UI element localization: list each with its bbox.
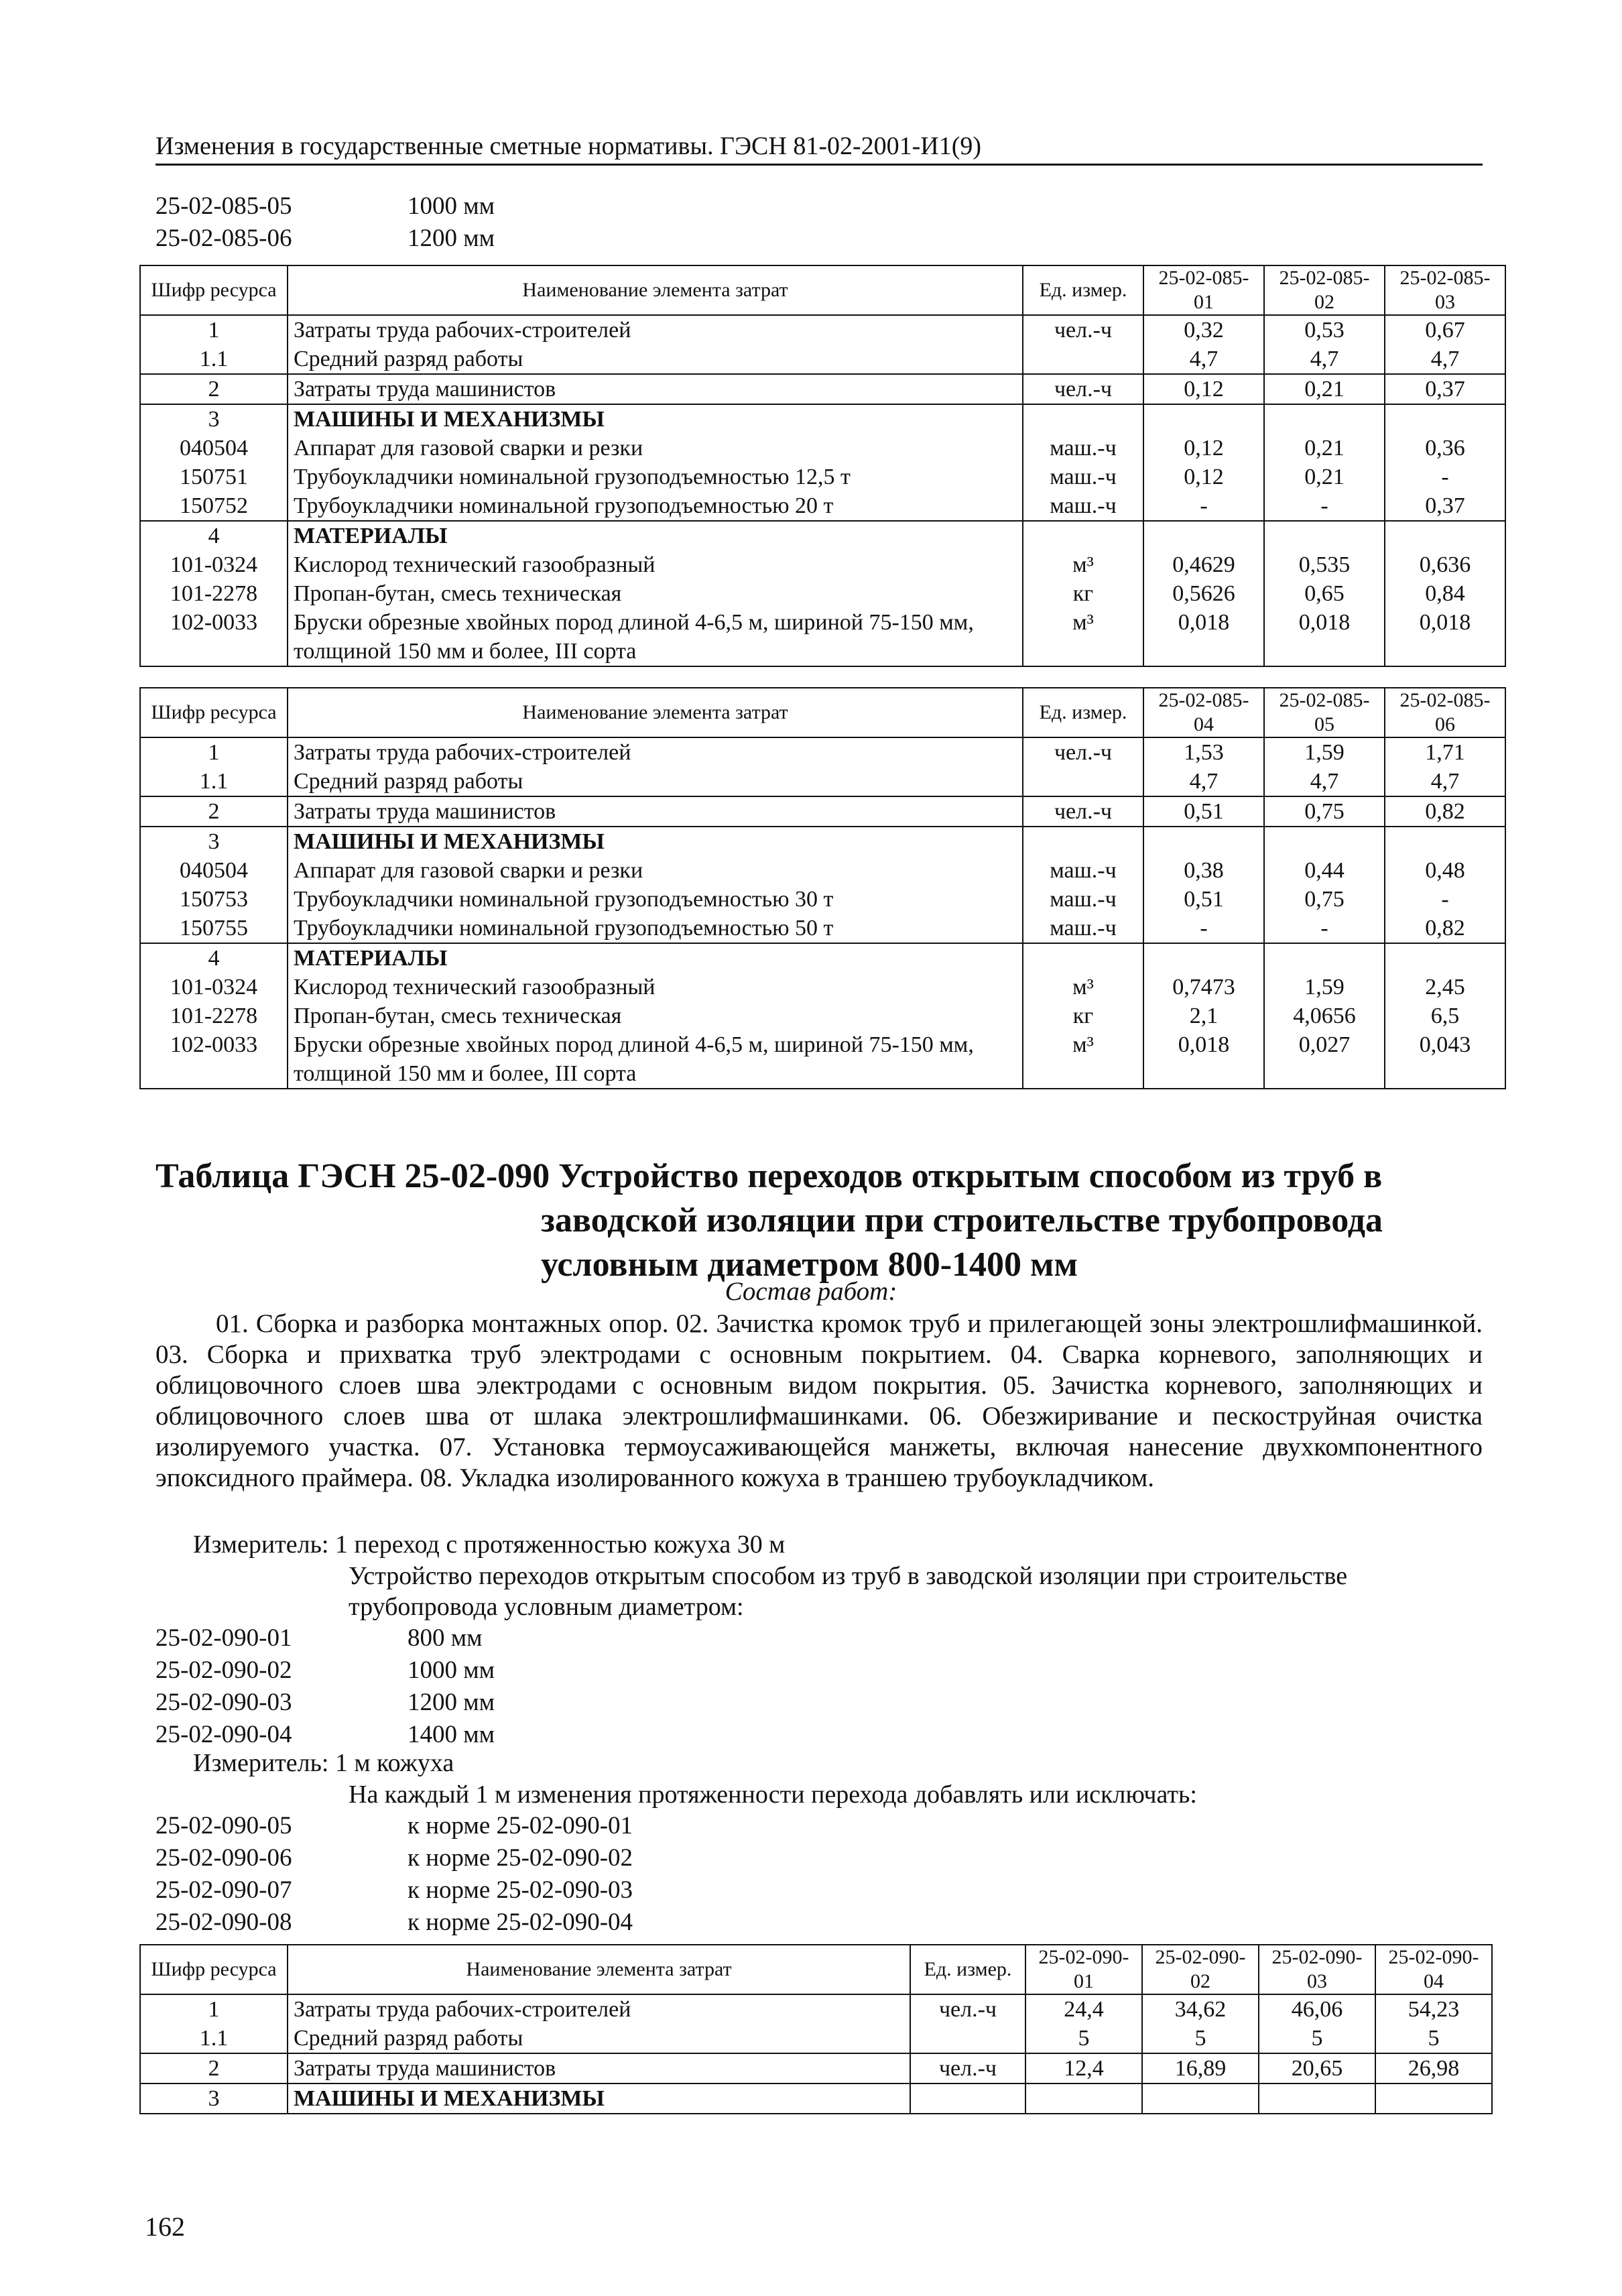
- table-row: [140, 767, 1505, 796]
- cell-unit: м³: [1023, 1030, 1143, 1089]
- cell-shifr: 2: [140, 2053, 288, 2083]
- cell-unit: [1023, 827, 1143, 856]
- cell-shifr: 2: [140, 374, 288, 404]
- norm-value: к норме 25-02-090-02: [408, 1844, 633, 1872]
- title-line: заводской изоляции при строительстве трубопровода: [541, 1201, 1383, 1240]
- list-item: [155, 1842, 633, 1874]
- table-title: [155, 1154, 1483, 1287]
- cell-value: [1025, 2083, 1142, 2114]
- table-row: [140, 1994, 1492, 2024]
- cell-value: 0,37: [1385, 374, 1505, 404]
- resource-table-085-a: [139, 265, 1506, 667]
- cell-unit: маш.-ч: [1023, 491, 1143, 521]
- cell-shifr: 4: [140, 943, 288, 973]
- cell-shifr: 150753: [140, 885, 288, 914]
- norm-value: 800 мм: [408, 1624, 483, 1652]
- cell-name: Затраты труда машинистов: [288, 2053, 910, 2083]
- norm-value: к норме 25-02-090-01: [408, 1812, 633, 1839]
- cell-unit: маш.-ч: [1023, 856, 1143, 885]
- cell-value: 4,7: [1143, 767, 1264, 796]
- cell-value: 0,043: [1385, 1030, 1505, 1089]
- cell-name: Трубоукладчики номинальной грузоподъемностью 30 т: [288, 885, 1023, 914]
- col-header-code: 25-02-085-06: [1385, 688, 1505, 737]
- cell-name: Аппарат для газовой сварки и резки: [288, 434, 1023, 463]
- norm-code: 25-02-090-01: [155, 1624, 292, 1652]
- table-row: [140, 2024, 1492, 2053]
- top-code-list: [155, 190, 495, 255]
- table-row: [140, 973, 1505, 1002]
- cell-value: 5: [1375, 2024, 1492, 2053]
- cell-shifr: 1.1: [140, 345, 288, 374]
- cell-shifr: 101-0324: [140, 973, 288, 1002]
- norm-code: 25-02-090-02: [155, 1656, 292, 1684]
- cell-value: 46,06: [1259, 1994, 1375, 2024]
- cell-shifr: 150752: [140, 491, 288, 521]
- cell-unit: [910, 2083, 1025, 2114]
- cell-unit: [1023, 404, 1143, 434]
- norm-code-list-b: [155, 1810, 633, 1939]
- table-row: [140, 315, 1505, 345]
- norm-code: 25-02-090-06: [155, 1844, 292, 1872]
- cell-name: Затраты труда рабочих-строителей: [288, 737, 1023, 767]
- page-header: Изменения в государственные сметные нормативы. ГЭСН 81-02-2001-И1(9): [155, 131, 1483, 166]
- cell-value: 0,82: [1385, 796, 1505, 827]
- cell-value: 1,71: [1385, 737, 1505, 767]
- norm-value: к норме 25-02-090-04: [408, 1909, 633, 1936]
- list-item: [155, 1687, 495, 1719]
- cell-unit: маш.-ч: [1023, 885, 1143, 914]
- table-row: [140, 374, 1505, 404]
- cell-unit: чел.-ч: [910, 2053, 1025, 2083]
- col-header-code: 25-02-085-02: [1264, 265, 1385, 315]
- cell-section-title: МАШИНЫ И МЕХАНИЗМЫ: [288, 827, 1023, 856]
- cell-value: [1142, 2083, 1259, 2114]
- title-line: Таблица ГЭСН 25-02-090 Устройство переходов открытым способом из труб в: [155, 1157, 1383, 1195]
- norm-code: 25-02-090-08: [155, 1909, 292, 1936]
- cell-unit: чел.-ч: [1023, 737, 1143, 767]
- list-item: [155, 1907, 633, 1939]
- norm-value: к норме 25-02-090-03: [408, 1876, 633, 1904]
- col-header-code: 25-02-085-05: [1264, 688, 1385, 737]
- cell-value: 0,7473: [1143, 973, 1264, 1002]
- cell-value: -: [1385, 463, 1505, 491]
- cell-value: [1385, 404, 1505, 434]
- table-row: [140, 434, 1505, 463]
- cell-value: 54,23: [1375, 1994, 1492, 2024]
- cell-shifr: 1: [140, 315, 288, 345]
- norm-code: 25-02-085-06: [155, 225, 292, 252]
- cell-unit: м³: [1023, 608, 1143, 666]
- work-composition-text: 01. Сборка и разборка монтажных опор. 02. Зачистка кромок труб и прилегающей зоны электрошлифмашинкой. 03. Сборка и прихватка труб электродами с основным покрытием. 04. Сварка корневого, заполняющих и облицовочного слоев шва электродами с основным видом покрытия. 05. Зачистка корневого, заполняющих и облицовочного слоев шва от шлака электрошлифмашинками. 06. Обезжиривание и пескоструйная очистка изолируемого участка. 07. Установка термоусаживающейся манжеты, включая нанесение двухкомпонентного эпоксидного праймера. 08. Укладка изолированного кожуха в траншею трубоукладчиком.: [155, 1309, 1483, 1492]
- cell-shifr: 1: [140, 1994, 288, 2024]
- cell-shifr: 3: [140, 827, 288, 856]
- cell-value: 0,82: [1385, 914, 1505, 943]
- norm-code: 25-02-090-04: [155, 1721, 292, 1748]
- cell-value: 1,53: [1143, 737, 1264, 767]
- cell-value: 5: [1259, 2024, 1375, 2053]
- norm-code: 25-02-085-05: [155, 192, 292, 220]
- col-header-code: 25-02-090-04: [1375, 1945, 1492, 1994]
- table-row: [140, 943, 1505, 973]
- cell-value: 0,12: [1143, 463, 1264, 491]
- norm-code: 25-02-090-05: [155, 1812, 292, 1839]
- cell-value: 0,51: [1143, 796, 1264, 827]
- cell-value: 24,4: [1025, 1994, 1142, 2024]
- cell-value: 34,62: [1142, 1994, 1259, 2024]
- norm-value: 1400 мм: [408, 1721, 495, 1748]
- cell-name: Затраты труда машинистов: [288, 796, 1023, 827]
- table-row: [140, 885, 1505, 914]
- cell-value: 1,59: [1264, 737, 1385, 767]
- list-item: [155, 1654, 495, 1687]
- cell-shifr: 040504: [140, 434, 288, 463]
- table-row: [140, 608, 1505, 666]
- cell-value: 4,7: [1264, 767, 1385, 796]
- list-item: [155, 223, 495, 255]
- table-row: [140, 550, 1505, 579]
- cell-name: Кислород технический газообразный: [288, 973, 1023, 1002]
- cell-unit: чел.-ч: [1023, 315, 1143, 345]
- table-row: [140, 737, 1505, 767]
- cell-unit: м³: [1023, 550, 1143, 579]
- cell-unit: [1023, 521, 1143, 550]
- resource-table-090: [139, 1944, 1493, 2114]
- cell-unit: маш.-ч: [1023, 463, 1143, 491]
- cell-name: Трубоукладчики номинальной грузоподъемностью 20 т: [288, 491, 1023, 521]
- cell-shifr: 2: [140, 796, 288, 827]
- cell-shifr: 101-0324: [140, 550, 288, 579]
- cell-shifr: 3: [140, 2083, 288, 2114]
- cell-shifr: 3: [140, 404, 288, 434]
- cell-value: 0,75: [1264, 796, 1385, 827]
- col-header-unit: Ед. измер.: [1023, 688, 1143, 737]
- col-header-shifr: Шифр ресурса: [140, 1945, 288, 1994]
- cell-value: 0,027: [1264, 1030, 1385, 1089]
- cell-value: 0,75: [1264, 885, 1385, 914]
- list-item: [155, 1874, 633, 1907]
- cell-name: Средний разряд работы: [288, 345, 1023, 374]
- col-header-code: 25-02-090-02: [1142, 1945, 1259, 1994]
- table-row: [140, 796, 1505, 827]
- cell-unit: кг: [1023, 1002, 1143, 1030]
- cell-value: [1143, 521, 1264, 550]
- cell-value: 6,5: [1385, 1002, 1505, 1030]
- cell-unit: маш.-ч: [1023, 434, 1143, 463]
- cell-value: 0,535: [1264, 550, 1385, 579]
- cell-value: 16,89: [1142, 2053, 1259, 2083]
- cell-shifr: 4: [140, 521, 288, 550]
- cell-value: 0,12: [1143, 374, 1264, 404]
- norm-value: 1000 мм: [408, 192, 495, 220]
- norm-code: 25-02-090-07: [155, 1876, 292, 1904]
- cell-name: Бруски обрезные хвойных пород длиной 4-6,5 м, шириной 75-150 мм, толщиной 150 мм и более, III сорта: [288, 608, 1023, 666]
- cell-shifr: 040504: [140, 856, 288, 885]
- cell-section-title: МАШИНЫ И МЕХАНИЗМЫ: [288, 2083, 910, 2114]
- table-header-row: [140, 1945, 1492, 1994]
- col-header-code: 25-02-085-03: [1385, 265, 1505, 315]
- cell-section-title: МАШИНЫ И МЕХАНИЗМЫ: [288, 404, 1023, 434]
- cell-value: 0,018: [1143, 608, 1264, 666]
- cell-value: 1,59: [1264, 973, 1385, 1002]
- cell-value: [1259, 2083, 1375, 2114]
- norm-value: 1000 мм: [408, 1656, 495, 1684]
- cell-section-title: МАТЕРИАЛЫ: [288, 943, 1023, 973]
- table-row: [140, 2053, 1492, 2083]
- cell-value: 0,21: [1264, 434, 1385, 463]
- cell-value: 0,018: [1143, 1030, 1264, 1089]
- cell-unit: [910, 2024, 1025, 2053]
- work-composition-label: Состав работ:: [725, 1277, 897, 1306]
- cell-name: Бруски обрезные хвойных пород длиной 4-6,5 м, шириной 75-150 мм, толщиной 150 мм и более, III сорта: [288, 1030, 1023, 1089]
- cell-name: Аппарат для газовой сварки и резки: [288, 856, 1023, 885]
- col-header-shifr: Шифр ресурса: [140, 265, 288, 315]
- cell-shifr: 1.1: [140, 2024, 288, 2053]
- cell-value: [1143, 943, 1264, 973]
- cell-value: 0,65: [1264, 579, 1385, 608]
- cell-value: 0,51: [1143, 885, 1264, 914]
- cell-unit: маш.-ч: [1023, 914, 1143, 943]
- col-header-code: 25-02-090-03: [1259, 1945, 1375, 1994]
- cell-value: [1143, 404, 1264, 434]
- table-row: [140, 463, 1505, 491]
- table-row: [140, 1002, 1505, 1030]
- cell-shifr: 1: [140, 737, 288, 767]
- norm-code: 25-02-090-03: [155, 1689, 292, 1716]
- norm-description: На каждый 1 м изменения протяженности перехода добавлять или исключать:: [349, 1780, 1197, 1809]
- cell-value: 20,65: [1259, 2053, 1375, 2083]
- cell-value: 2,1: [1143, 1002, 1264, 1030]
- col-header-unit: Ед. измер.: [1023, 265, 1143, 315]
- cell-unit: м³: [1023, 973, 1143, 1002]
- cell-value: 0,48: [1385, 856, 1505, 885]
- cell-shifr: 150751: [140, 463, 288, 491]
- table-row: [140, 579, 1505, 608]
- table-header-row: [140, 265, 1505, 315]
- cell-value: 4,0656: [1264, 1002, 1385, 1030]
- table-row: [140, 2083, 1492, 2114]
- cell-shifr: 102-0033: [140, 608, 288, 666]
- col-header-shifr: Шифр ресурса: [140, 688, 288, 737]
- cell-shifr: 150755: [140, 914, 288, 943]
- cell-value: 0,44: [1264, 856, 1385, 885]
- cell-unit: чел.-ч: [910, 1994, 1025, 2024]
- table-header-row: [140, 688, 1505, 737]
- cell-name: Пропан-бутан, смесь техническая: [288, 1002, 1023, 1030]
- table-row: [140, 521, 1505, 550]
- list-item: [155, 1719, 495, 1751]
- cell-value: [1375, 2083, 1492, 2114]
- cell-value: [1264, 827, 1385, 856]
- cell-shifr: 1.1: [140, 767, 288, 796]
- table-row: [140, 856, 1505, 885]
- cell-value: 0,36: [1385, 434, 1505, 463]
- cell-unit: [1023, 767, 1143, 796]
- cell-value: [1385, 827, 1505, 856]
- cell-name: Затраты труда машинистов: [288, 374, 1023, 404]
- cell-value: 0,32: [1143, 315, 1264, 345]
- cell-value: 0,21: [1264, 374, 1385, 404]
- cell-unit: кг: [1023, 579, 1143, 608]
- col-header-unit: Ед. измер.: [910, 1945, 1025, 1994]
- cell-value: [1385, 521, 1505, 550]
- cell-value: 0,12: [1143, 434, 1264, 463]
- table-row: [140, 345, 1505, 374]
- cell-section-title: МАТЕРИАЛЫ: [288, 521, 1023, 550]
- table-row: [140, 1030, 1505, 1089]
- cell-name: Кислород технический газообразный: [288, 550, 1023, 579]
- cell-value: 0,018: [1264, 608, 1385, 666]
- cell-value: [1264, 943, 1385, 973]
- norm-value: 1200 мм: [408, 1689, 495, 1716]
- measurement-unit: Измеритель: 1 переход с протяженностью кожуха 30 м: [193, 1530, 786, 1559]
- cell-value: 0,018: [1385, 608, 1505, 666]
- cell-value: 0,53: [1264, 315, 1385, 345]
- cell-unit: [1023, 943, 1143, 973]
- col-header-code: 25-02-085-01: [1143, 265, 1264, 315]
- list-item: [155, 1810, 633, 1842]
- list-item: [155, 190, 495, 223]
- cell-value: 2,45: [1385, 973, 1505, 1002]
- cell-value: -: [1385, 885, 1505, 914]
- table-row: [140, 827, 1505, 856]
- cell-unit: чел.-ч: [1023, 796, 1143, 827]
- cell-name: Затраты труда рабочих-строителей: [288, 1994, 910, 2024]
- cell-value: 0,21: [1264, 463, 1385, 491]
- cell-value: 4,7: [1385, 345, 1505, 374]
- cell-value: 5: [1025, 2024, 1142, 2053]
- col-header-code: 25-02-090-01: [1025, 1945, 1142, 1994]
- cell-unit: [1023, 345, 1143, 374]
- title-line: условным диаметром 800-1400 мм: [541, 1246, 1078, 1284]
- col-header-name: Наименование элемента затрат: [288, 265, 1023, 315]
- cell-name: Средний разряд работы: [288, 2024, 910, 2053]
- cell-value: 0,4629: [1143, 550, 1264, 579]
- norm-value: 1200 мм: [408, 225, 495, 252]
- cell-value: [1143, 827, 1264, 856]
- cell-value: -: [1264, 914, 1385, 943]
- cell-value: [1264, 404, 1385, 434]
- cell-value: [1264, 521, 1385, 550]
- measurement-unit: Измеритель: 1 м кожуха: [193, 1749, 454, 1777]
- cell-value: 0,67: [1385, 315, 1505, 345]
- norm-description: Устройство переходов открытым способом из труб в заводской изоляции при строительстве трубопровода условным диаметром:: [349, 1562, 1348, 1621]
- cell-value: 0,38: [1143, 856, 1264, 885]
- cell-shifr: 102-0033: [140, 1030, 288, 1089]
- cell-value: 4,7: [1385, 767, 1505, 796]
- cell-name: Пропан-бутан, смесь техническая: [288, 579, 1023, 608]
- table-row: [140, 404, 1505, 434]
- page-number: 162: [145, 2212, 185, 2242]
- cell-value: -: [1264, 491, 1385, 521]
- cell-value: -: [1143, 491, 1264, 521]
- cell-value: 4,7: [1264, 345, 1385, 374]
- cell-value: 4,7: [1143, 345, 1264, 374]
- cell-name: Средний разряд работы: [288, 767, 1023, 796]
- cell-value: 0,84: [1385, 579, 1505, 608]
- col-header-code: 25-02-085-04: [1143, 688, 1264, 737]
- cell-value: 12,4: [1025, 2053, 1142, 2083]
- norm-code-list-a: [155, 1622, 495, 1751]
- cell-value: 0,636: [1385, 550, 1505, 579]
- cell-name: Трубоукладчики номинальной грузоподъемностью 12,5 т: [288, 463, 1023, 491]
- cell-value: 0,37: [1385, 491, 1505, 521]
- list-item: [155, 1622, 495, 1654]
- cell-shifr: 101-2278: [140, 579, 288, 608]
- cell-value: 0,5626: [1143, 579, 1264, 608]
- cell-name: Трубоукладчики номинальной грузоподъемностью 50 т: [288, 914, 1023, 943]
- resource-table-085-b: [139, 687, 1506, 1089]
- cell-value: [1385, 943, 1505, 973]
- table-row: [140, 491, 1505, 521]
- cell-unit: чел.-ч: [1023, 374, 1143, 404]
- cell-value: 26,98: [1375, 2053, 1492, 2083]
- col-header-name: Наименование элемента затрат: [288, 1945, 910, 1994]
- table-row: [140, 914, 1505, 943]
- col-header-name: Наименование элемента затрат: [288, 688, 1023, 737]
- cell-name: Затраты труда рабочих-строителей: [288, 315, 1023, 345]
- cell-value: 5: [1142, 2024, 1259, 2053]
- cell-value: -: [1143, 914, 1264, 943]
- cell-shifr: 101-2278: [140, 1002, 288, 1030]
